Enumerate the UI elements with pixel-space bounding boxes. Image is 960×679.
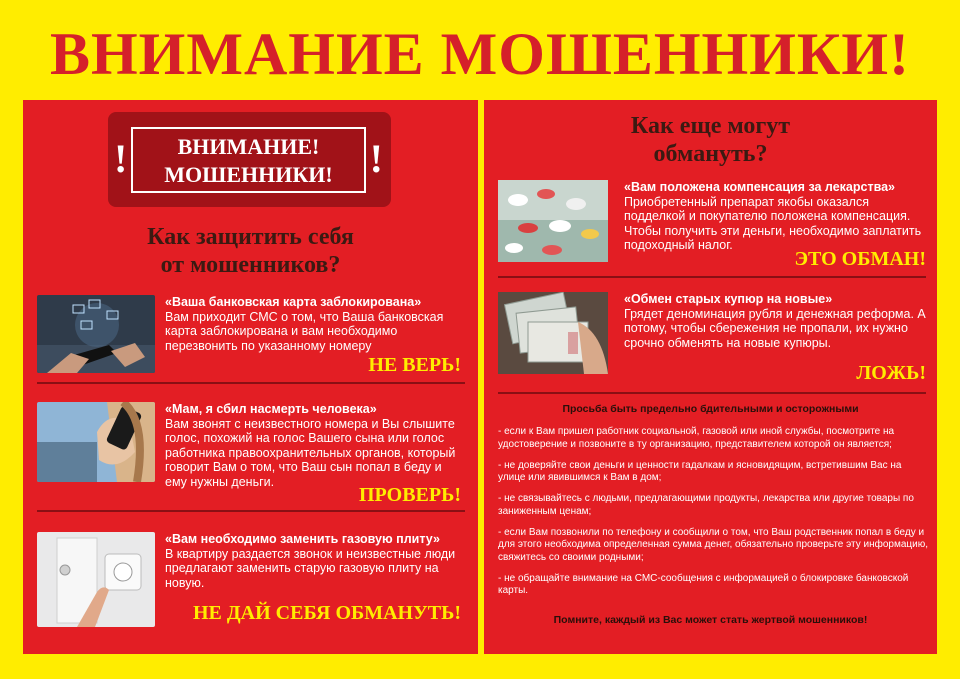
scam-item-text: [165, 532, 465, 590]
safety-note: - если Вам позвонили по телефону и сообщили о том, что Ваш родственник попал в беду и для этого необходима определенная сумма денег, обязательно проверьте эту информацию, свяжитесь со своими родными;: [498, 526, 928, 563]
scam-item-body: В квартиру раздается звонок и неизвестные люди предлагают заменить старую газовую плиту на новую.: [165, 546, 456, 590]
phone-sms-image: [37, 295, 155, 373]
notice-title: Просьба быть предельно бдительными и осторожными: [562, 403, 859, 415]
divider: [37, 510, 465, 512]
safety-note: - если к Вам пришел работник социальной, газовой или иной службы, посмотрите на удостоверение и позвоните в ту организацию, представителем которой он является;: [498, 426, 895, 450]
scam-item-text: [624, 292, 929, 350]
right-panel: [484, 100, 937, 654]
safety-note: - не обращайте внимание на СМС-сообщения с информацией о блокировке банковской карты.: [498, 572, 909, 596]
scam-item-body: Грядет деноминация рубля и денежная реформа. А потому, чтобы сбережения не пропали, их нужно срочно обменять на новые купюры.: [624, 306, 926, 350]
scam-item-body: Вам приходит СМС о том, что Ваша банковская карта заблокирована и вам необходимо перезвонить по указанному номеру: [165, 309, 444, 353]
warning-badge: [108, 112, 391, 207]
verdict-label: ЭТО ОБМАН!: [794, 248, 926, 270]
badge-line-2: МОШЕННИКИ!: [164, 162, 333, 187]
scam-item-body: Вам звонят с неизвестного номера и Вы слышите голос, похожий на голос Вашего сына или голос работника правоохранительных органов, который говорит Вам о том, что Ваш сын попал в беду и ему нужны деньги.: [165, 416, 456, 489]
verdict-label: ЛОЖЬ!: [856, 362, 926, 384]
scam-item-title: «Вам положена компенсация за лекарства»: [624, 180, 895, 194]
more-scams-heading-line-2: обмануть?: [653, 141, 768, 167]
verdict-label: НЕ ВЕРЬ!: [368, 354, 461, 376]
scam-item-body: Приобретенный препарат якобы оказался подделкой и покупателю положена компенсация. Чтобы получить эти деньги, необходимо заплатить подоходный налог.: [624, 194, 922, 252]
more-scams-heading: [484, 112, 937, 168]
doorbell-image: [37, 532, 155, 627]
scam-item-title: «Ваша банковская карта заблокирована»: [165, 295, 422, 309]
scam-item-title: «Вам необходимо заменить газовую плиту»: [165, 532, 440, 546]
scam-item: [498, 292, 926, 384]
divider: [37, 382, 465, 384]
safety-notes: [498, 426, 930, 606]
banknotes-image: [498, 292, 608, 374]
scam-item: [37, 532, 465, 632]
divider: [498, 276, 926, 278]
badge-line-1: ВНИМАНИЕ!: [177, 134, 320, 159]
safety-note: - не доверяйте свои деньги и ценности гадалкам и ясновидящим, встретившим Вас на улице или явившимся к Вам в дом;: [498, 459, 902, 483]
scam-item-title: «Мам, я сбил насмерть человека»: [165, 402, 377, 416]
protect-heading: [23, 223, 478, 279]
warning-badge-text: [131, 127, 366, 193]
scam-item-text: [165, 295, 465, 353]
pills-money-image: [498, 180, 608, 262]
footer-warning: Помните, каждый из Вас может стать жертвой мошенников!: [553, 614, 868, 626]
exclamation-icon: !: [369, 136, 383, 181]
exclamation-icon: !: [114, 136, 128, 181]
poster-title: ВНИМАНИЕ МОШЕННИКИ!: [49, 21, 911, 87]
scam-item-text: [165, 402, 465, 489]
scam-item: [498, 180, 926, 272]
scam-item-title: «Обмен старых купюр на новые»: [624, 292, 833, 306]
safety-note: - не связывайтесь с людьми, предлагающими продукты, лекарства или другие товары по заниженным ценам;: [498, 493, 914, 517]
verdict-label: ПРОВЕРЬ!: [359, 484, 461, 506]
left-panel: [23, 100, 478, 654]
scam-item: [37, 402, 465, 506]
divider: [498, 392, 926, 394]
scam-item-text: [624, 180, 929, 253]
protect-heading-line-1: Как защитить себя: [147, 224, 354, 250]
more-scams-heading-line-1: Как еще могут: [630, 113, 791, 139]
verdict-label: НЕ ДАЙ СЕБЯ ОБМАНУТЬ!: [193, 602, 461, 624]
scam-item: [37, 295, 465, 380]
phone-call-image: [37, 402, 155, 482]
protect-heading-line-2: от мошенников?: [160, 252, 341, 278]
